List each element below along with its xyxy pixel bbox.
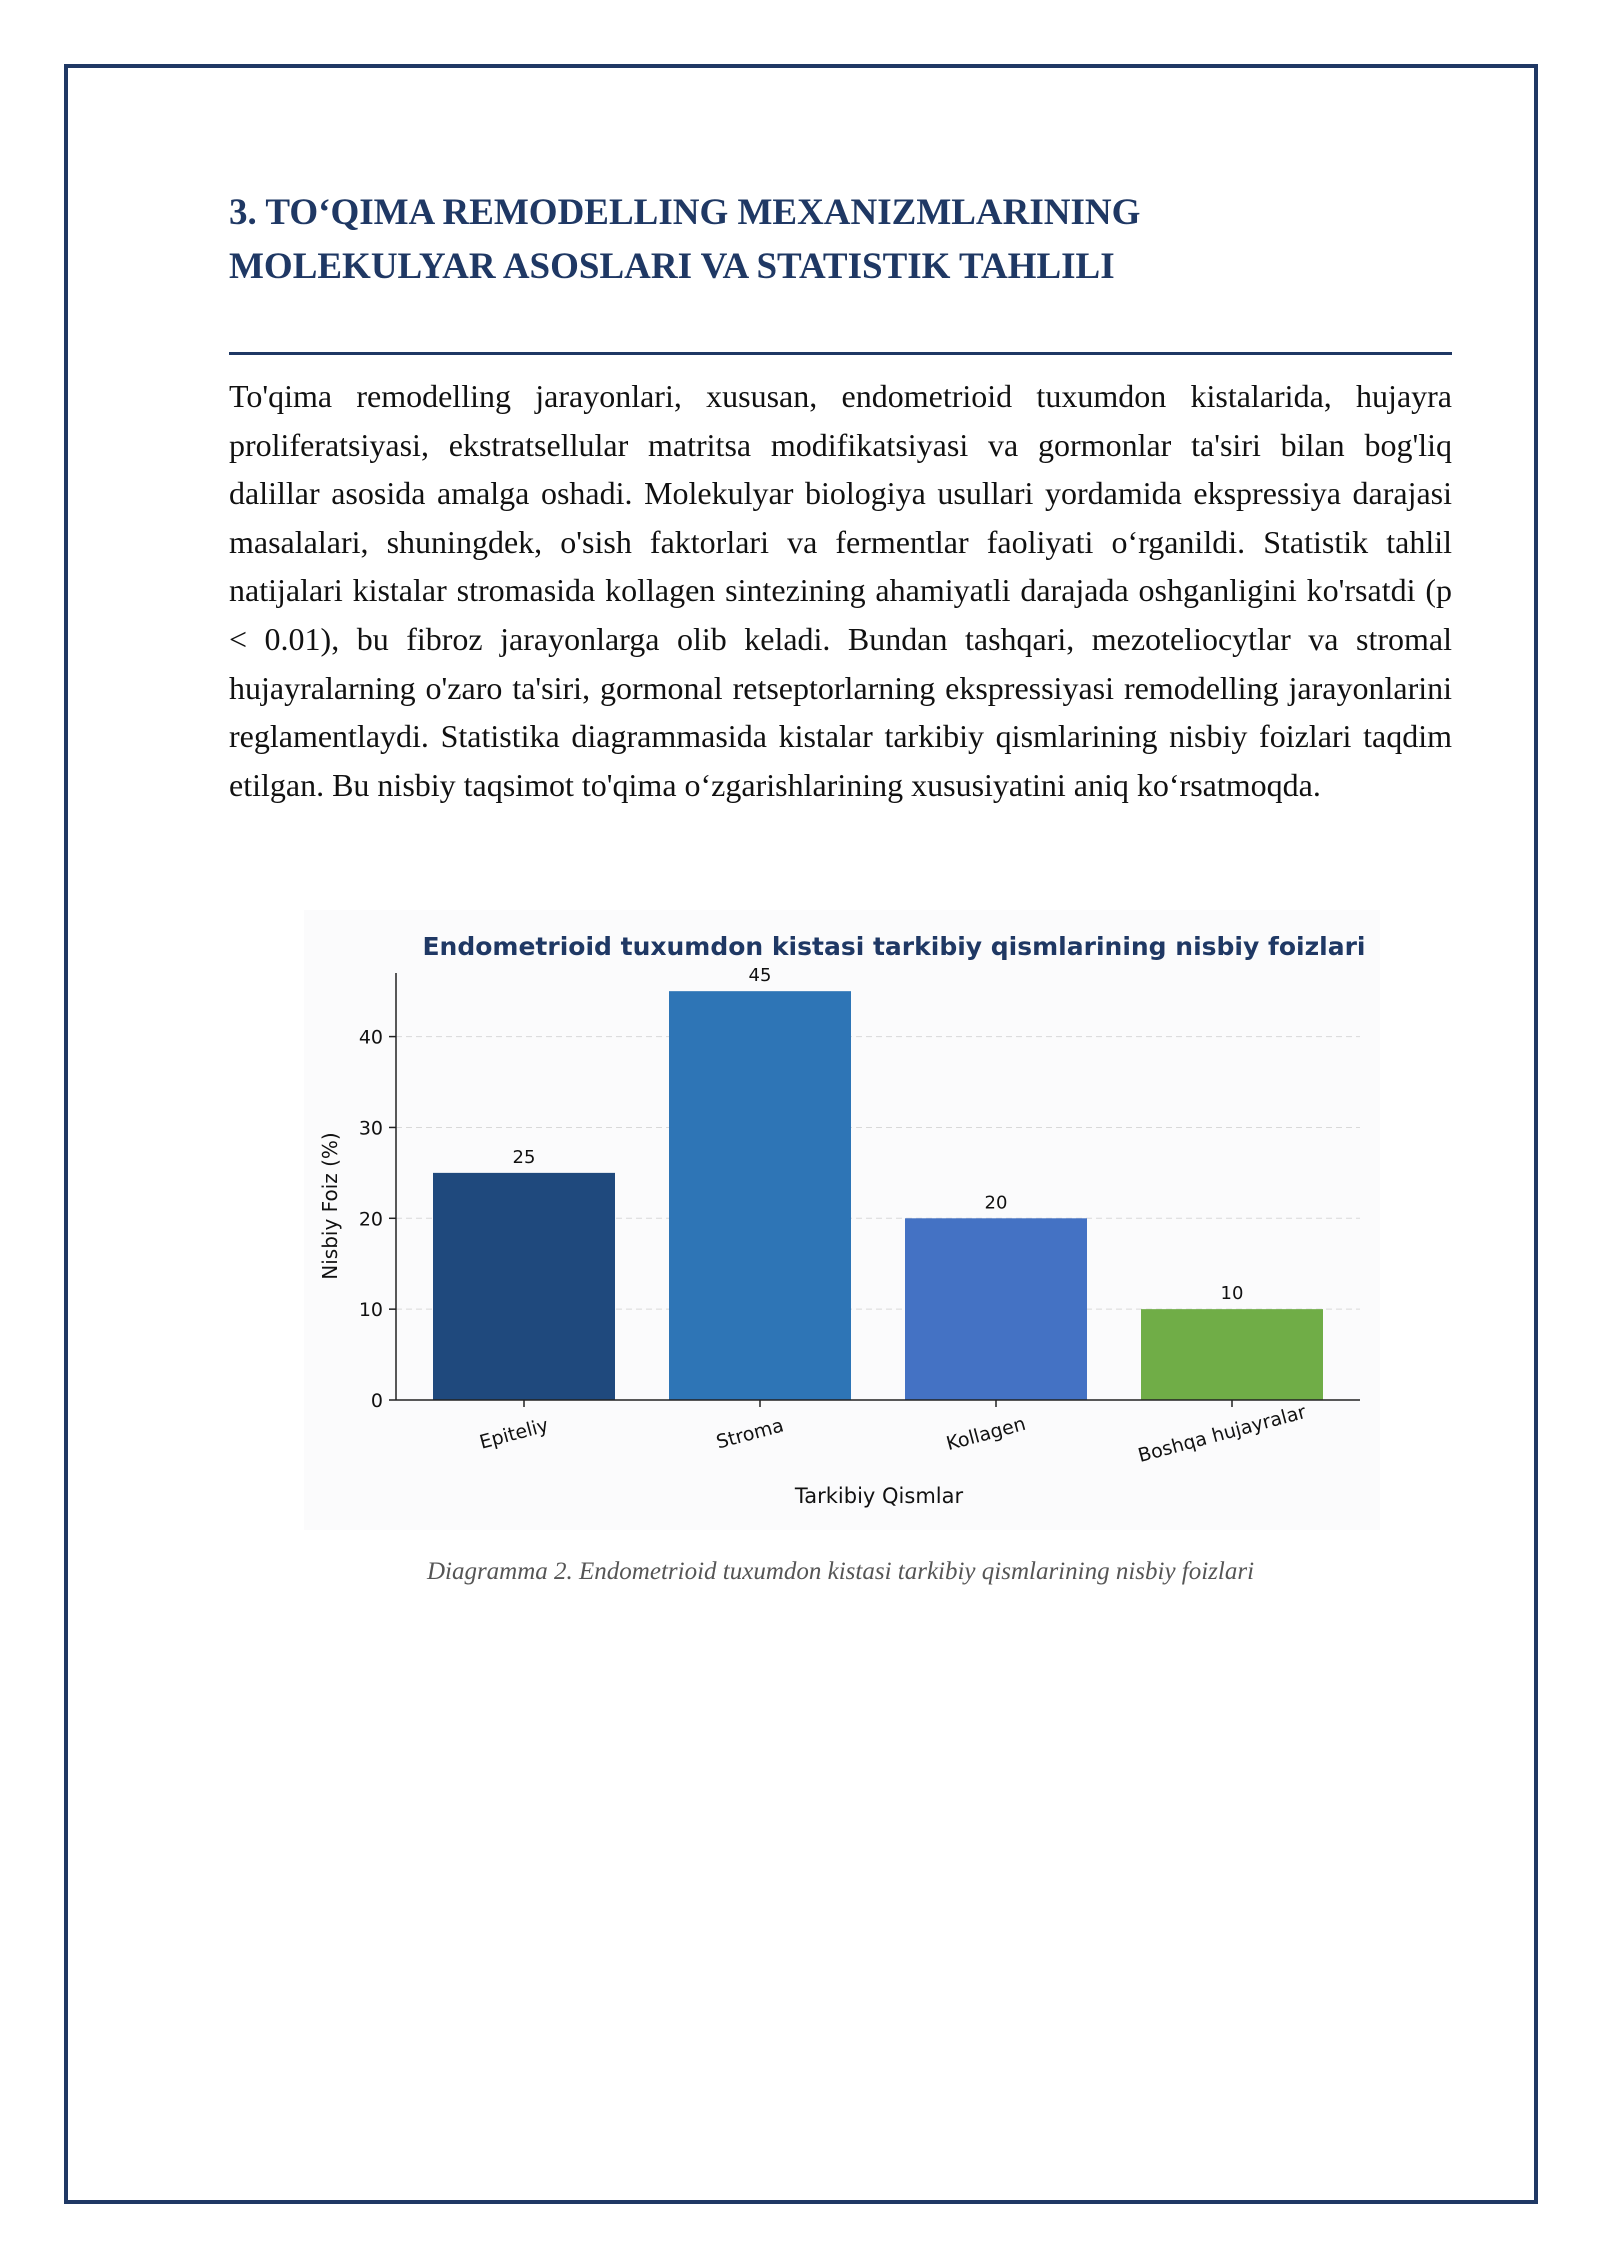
section-heading bbox=[229, 186, 1459, 294]
heading-divider bbox=[229, 352, 1452, 355]
x-axis-label: Tarkibiy Qismlar bbox=[794, 1484, 964, 1508]
figure-caption: Diagramma 2. Endometrioid tuxumdon kistasi tarkibiy qismlarining nisbiy foizlari bbox=[426, 1558, 1255, 1585]
body-paragraph: To'qima remodelling jarayonlari, xususan, endometrioid tuxumdon kistalarida, hujayra proliferatsiyasi, ekstratsellular matritsa modifikatsiyasi va gormonlar ta'siri bilan bog'liq dalillar asosida amalga oshadi. Molekulyar biologiya usullari yordamida ekspressiya darajasi masalalari, shuningdek, o'sish faktorlari va fermentlar faoliyati o‘rganildi. Statistik tahlil natijalari kistalar stromasida kollagen sintezining ahamiyatli darajada oshganligini ko'rsatdi (p < 0.01), bu fibroz jarayonlarga olib keladi. Bundan tashqari, mezoteliocytlar va stromal hujayralarning o'zaro ta'siri, gormonal retseptorlarning ekspressiyasi remodelling jarayonlarini reglamentlaydi. Statistika diagrammasida kistalar tarkibiy qismlarining nisbiy foizlari taqdim etilgan. Bu nisbiy taqsimot to'qima o‘zgarishlarining xususiyatini aniq ko‘rsatmoqda. bbox=[229, 378, 1452, 803]
chart-bars bbox=[433, 965, 1323, 1400]
bar-value-label: 45 bbox=[748, 965, 772, 987]
heading-line-1: 3. TO‘QIMA REMODELLING MEXANIZMLARINING bbox=[229, 192, 1141, 233]
y-tick-label: 10 bbox=[358, 1299, 383, 1322]
bar bbox=[905, 1218, 1087, 1400]
x-tick-label: Boshqa hujayralar bbox=[1135, 1401, 1309, 1467]
bar bbox=[433, 1173, 615, 1400]
chart-title: Endometrioid tuxumdon kistasi tarkibiy qismlarining nisbiy foizlari bbox=[422, 932, 1366, 961]
bar-value-label: 10 bbox=[1220, 1283, 1244, 1305]
bar-chart bbox=[304, 910, 1380, 1530]
y-tick-label: 0 bbox=[370, 1390, 383, 1412]
bar bbox=[1141, 1309, 1323, 1400]
x-tick-label: Kollagen bbox=[943, 1412, 1029, 1456]
heading-line-2: MOLEKULYAR ASOSLARI VA STATISTIK TAHLILI bbox=[229, 246, 1115, 287]
y-tick-label: 20 bbox=[358, 1208, 383, 1231]
y-tick-label: 30 bbox=[358, 1117, 383, 1140]
bar-value-label: 20 bbox=[984, 1192, 1008, 1214]
x-tick-label: Stroma bbox=[713, 1414, 787, 1454]
y-axis-label: Nisbiy Foiz (%) bbox=[318, 1132, 342, 1280]
bar bbox=[669, 991, 851, 1400]
bar-value-label: 25 bbox=[512, 1146, 536, 1168]
x-tick-label: Epiteliy bbox=[477, 1414, 551, 1454]
chart-svg bbox=[304, 910, 1380, 1530]
y-tick-label: 40 bbox=[358, 1026, 383, 1049]
